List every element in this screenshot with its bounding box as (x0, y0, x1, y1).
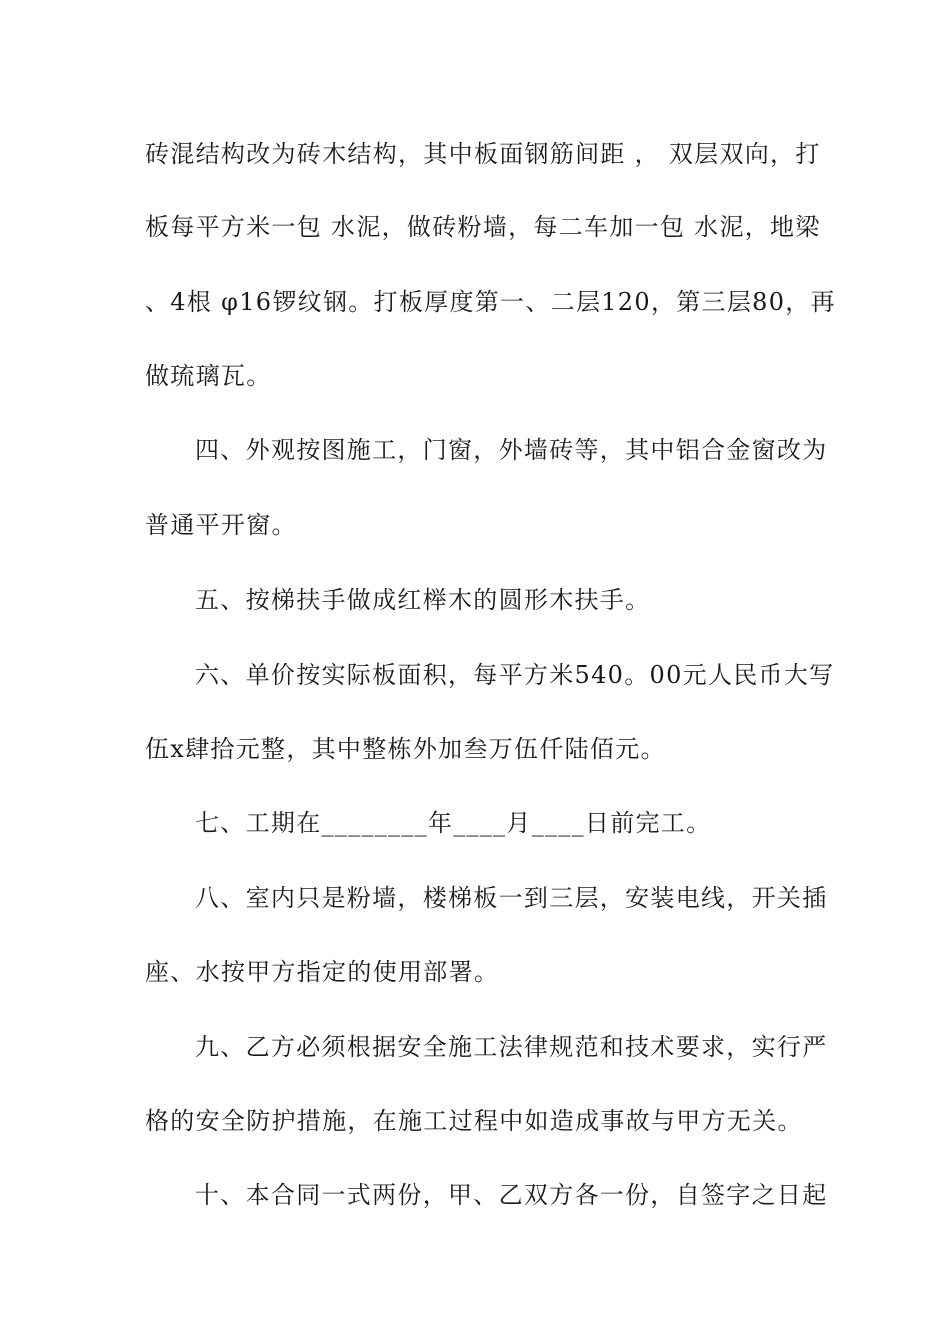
text-line-6: 普通平开窗。 (145, 511, 297, 539)
text-line-15: 十、本合同一式两份，甲、乙双方各一份，自签字之日起 (195, 1181, 828, 1209)
text-line-10: 七、工期在________年____月____日前完工。 (195, 809, 712, 837)
text-line-1: 砖混结构改为砖木结构，其中板面钢筋间距 ， 双层双向，打 (145, 140, 821, 168)
text-line-8: 六、单价按实际板面积，每平方米540。00元人民币大写 (195, 661, 835, 689)
text-line-5: 四、外观按图施工，门窗，外墙砖等，其中铝合金窗改为 (195, 436, 828, 464)
text-line-13: 九、乙方必须根据安全施工法律规范和技术要求，实行严 (195, 1033, 828, 1061)
text-line-2: 板每平方米一包 水泥，做砖粉墙，每二车加一包 水泥，地梁 (145, 213, 821, 241)
text-line-14: 格的安全防护措施，在施工过程中如造成事故与甲方无关。 (145, 1107, 803, 1135)
text-line-7: 五、按梯扶手做成红榉木的圆形木扶手。 (195, 586, 651, 614)
text-line-4: 做琉璃瓦。 (145, 362, 272, 390)
text-line-9: 伍x肆拾元整，其中整栋外加叁万伍仟陆佰元。 (145, 735, 666, 763)
text-line-11: 八、室内只是粉墙，楼梯板一到三层，安装电线，开关插 (195, 884, 828, 912)
text-line-12: 座、水按甲方指定的使用部署。 (145, 958, 500, 986)
text-line-3: 、4根 φ16锣纹钢。打板厚度第一、二层120，第三层80，再 (145, 288, 836, 316)
